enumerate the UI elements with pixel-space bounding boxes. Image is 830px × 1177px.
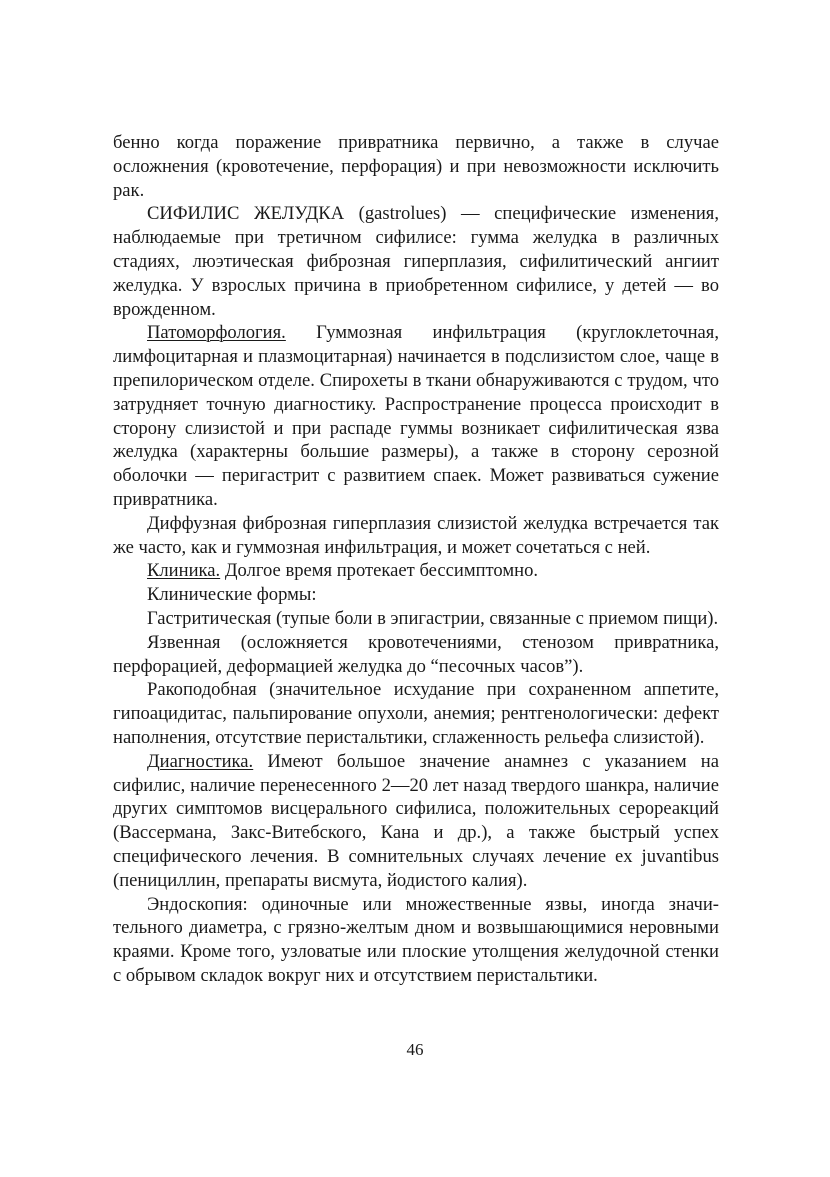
paragraph-text: Клинические формы: (147, 584, 317, 606)
paragraph-text: Ракоподобная (значительное исхудание при сохраненном аппетите, гипоацидитас, пальпирование опухоли, анемия; рентгенологически: дефект наполнения, отсутствие перистальтики, сглаженность рельефа слизистой). (113, 679, 719, 748)
paragraph-form-ulcerative (113, 631, 719, 679)
paragraph-text: Гуммозная инфильтрация (круглоклеточная, лимфоцитарная и плазмоцитарная) начинается в подслизистом слое, чаще в препилорическом отделе. Спирохеты в ткани обнаруживаются с трудом, что затрудняет точную диагностику. Распространение процесса происходит в сторону слизистой и при распаде гуммы возникает сифилитическая язва желудка (характерны большие размеры), а также в сторону серозной оболочки — перигастрит с развитием спаек. Может развиваться сужение привратника. (113, 322, 719, 510)
paragraph-text: Гастритическая (тупые боли в эпигастрии, связанные с приемом пищи). (147, 607, 719, 629)
paragraph-pathomorphology (113, 321, 719, 511)
paragraph-text: СИФИЛИС ЖЕЛУДКА (gastrolues) — специфические изменения, наблюдаемые при третичном сифилисе: гумма желудка в различных стадиях, люэтическая фиброзная гиперплазия, сифилитический ангиит желудка. У взрослых причина в приобретенном сифилисе, у детей — во врожденном. (113, 203, 719, 320)
page-body (113, 131, 719, 988)
paragraph-text: Долгое время протекает бессимптомно. (220, 560, 539, 582)
paragraph-form-gastritic (113, 607, 719, 631)
paragraph-text: бенно когда поражение привратника первично, а также в случае осложнения (кровотечение, перфорация) и при невозможности исключить рак. (113, 132, 719, 201)
paragraph-text: Диффузная фиброзная гиперплазия слизистой желудка встречается так же часто, как и гуммозная инфильтрация, и может сочетаться с ней. (113, 512, 719, 558)
section-heading: Патоморфология. (147, 322, 286, 344)
paragraph-diagnostics (113, 750, 719, 893)
paragraph-form-cancer-like (113, 678, 719, 749)
paragraph-text: Эндоскопия: одиночные или множественные язвы, иногда значительного диаметра, с грязно-желтым дном и возвышающимися неровными краями. Кроме того, узловатые или плоские утолщения желудочной стенки с обрывом складок вокруг них и отсутствием перистальтики. (113, 893, 719, 986)
paragraph-text: Язвенная (осложняется кровотечениями, стенозом привратника, перфорацией, деформацией желудка до “песочных часов”). (113, 631, 719, 677)
section-heading: Клиника. (147, 560, 221, 582)
section-heading: Диагностика. (147, 750, 254, 772)
paragraph-continuation (113, 131, 719, 202)
paragraph-text: Имеют большое значение анамнез с указанием на сифилис, наличие перенесенного 2—20 лет назад твердого шанкра, наличие других симптомов висцерального сифилиса, положительных серореакций (Вассермана, Закс-Витебского, Кана и др.), а также быстрый успех специфического лечения. В сомнительных случаях лечение ex juvantibus (пенициллин, препараты висмута, йодистого калия). (113, 750, 719, 891)
page-number: 46 (406, 1040, 424, 1059)
paragraph-clinical-forms (113, 583, 719, 607)
paragraph-diffuse-hyperplasia (113, 512, 719, 560)
paragraph-definition (113, 202, 719, 321)
paragraph-clinic (113, 559, 719, 583)
paragraph-endoscopy (113, 893, 719, 988)
